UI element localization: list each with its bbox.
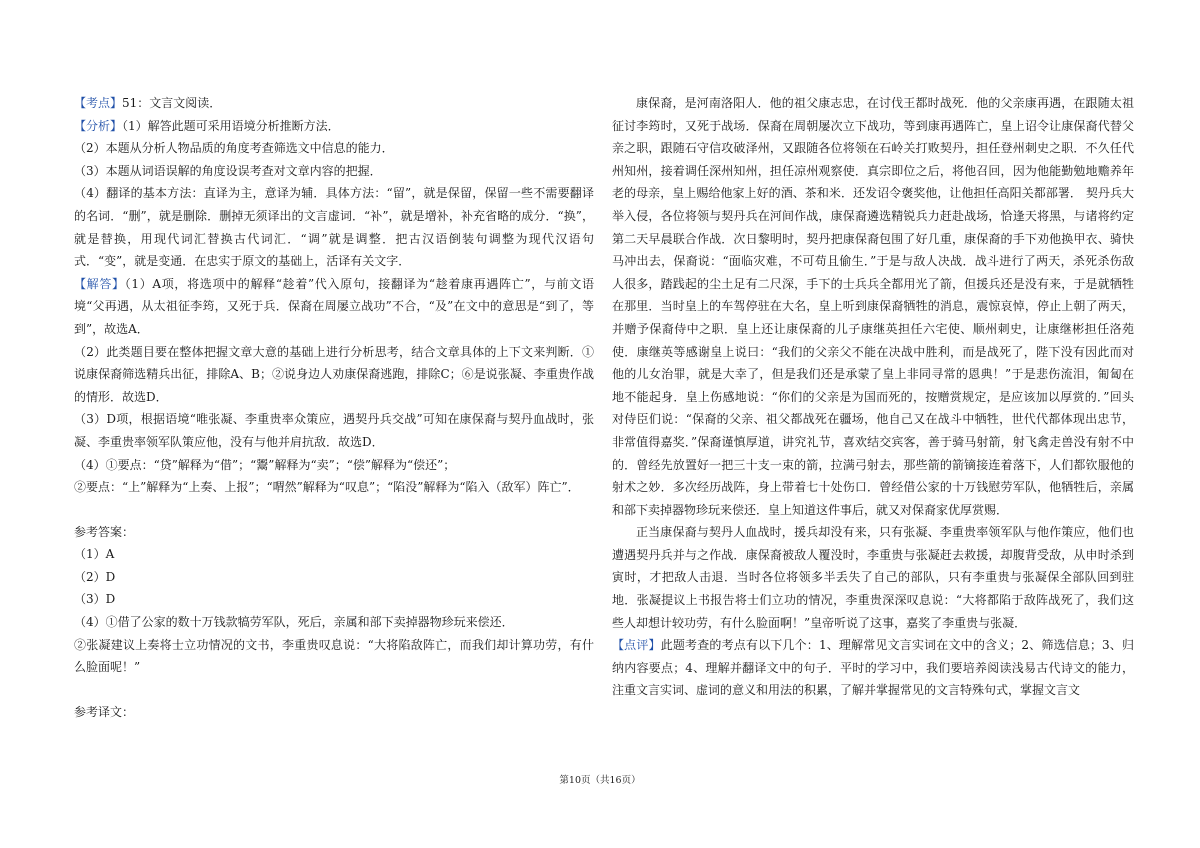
jieda-item-4b: ②要点：“上”解释为“上奏、上报”；“喟然”解释为“叹息”；“陷没”解释为“陷入（敌军）阵亡”． — [74, 480, 580, 495]
translation-title: 参考译文： — [74, 704, 135, 719]
fenxi-item-2: （2）本题从分析人物品质的角度考查筛选文中信息的能力． — [74, 141, 394, 156]
fenxi-item-3: （3）本题从词语误解的角度设误考查对文章内容的把握． — [74, 163, 382, 178]
spacer — [74, 679, 594, 701]
dianping-text: 此题考查的考点有以下几个：1、理解常见文言实词在文中的含义；2、筛选信息；3、归纳内容要点；4、理解并翻译文中的句子．平时的学习中，我们要培养阅读浅易古代诗文的能力，注重文言实词、虚词的意义和用法的积累，了解并掌握常见的文言特殊句式，掌握文言文 — [612, 638, 1134, 698]
translation-paragraph-2: 正当康保裔与契丹人血战时，援兵却没有来，只有张凝、李重贵率领军队与他作策应，他们也遭遇契丹兵并与之作战．康保裔被敌人覆没时，李重贵与张凝赶去救援，却腹背受敌，从申时杀到寅时，才把敌人击退．当时各位将领多半丢失了自己的部队，只有李重贵与张凝保全部队回到驻地．张凝提议上书报告将士们立功的情况，李重贵深深叹息说：“大将都陷于敌阵战死了，我们这些人却想计较功劳，有什么脸面啊！”皇帝听说了这事，嘉奖了李重贵与张凝． — [612, 525, 1134, 630]
dianping-tag: 【点评】 — [612, 638, 661, 653]
jieda-item-3: （3）D项，根据语境“唯张凝、李重贵率众策应，遇契丹兵交战”可知在康保裔与契丹血战时，张凝、李重贵率领军队策应他，没有与他并肩抗敌．故选D． — [74, 412, 594, 449]
jieda-tag: 【解答】 — [74, 276, 125, 291]
jieda-item-1: （1）A项，将选项中的解释“趁着”代入原句，接翻译为“趁着康再遇阵亡”，与前文语境“父再遇，从太祖征李筠，又死于兵．保裔在周屡立战功”不合，“及”在文中的意思是“到了，等到”，故选A． — [74, 276, 594, 336]
page-number-footer: 第10页（共16页） — [559, 775, 641, 786]
fenxi-item-4: （4）翻译的基本方法：直译为主，意译为辅．具体方法：“留”，就是保留，保留一些不需要翻译的名词．“删”，就是删除．删掉无须译出的文言虚词．“补”，就是增补，补充省略的成分．“换”，就是替换，用现代词汇替换古代词汇．“调”就是调整．把古汉语倒装句调整为现代汉语句式．“变”，就是变通．在忠实于原文的基础上，活译有关文字． — [74, 186, 594, 269]
dianping-paragraph — [612, 634, 1134, 702]
kaodian-paragraph — [74, 92, 594, 115]
fenxi-tag: 【分析】 — [74, 118, 123, 133]
right-column — [612, 92, 1134, 702]
translation-paragraph-1: 康保裔，是河南洛阳人．他的祖父康志忠，在讨伐王都时战死．他的父亲康再遇，在跟随太祖征讨李筠时，又死于战场．保裔在周朝屡次立下战功，等到康再遇阵亡，皇上诏令让康保裔代替父亲之职，跟随石守信攻破泽州，又跟随各位将领在石岭关打败契丹，担任登州刺史之职．不久任代州知州，接着调任深州知州，担任凉州观察使．真宗即位之后，将他召回，因为他能勤勉地赡养年老的母亲，皇上赐给他家上好的酒、茶和米．还发诏令褒奖他，让他担任高阳关都部署． 契丹兵大举入侵，各位将领与契丹兵在河间作战，康保裔遴选精锐兵力赶赴战场，恰逢天将黑，与诸将约定第二天早晨联合作战．次日黎明时，契丹把康保裔包围了好几重，康保裔的手下劝他换甲衣、骑快马冲出去，保裔说：“面临灾难，不可苟且偷生．”于是与敌人决战．战斗进行了两天，杀死杀伤敌人很多，踏践起的尘土足有二尺深，手下的士兵兵全都用光了箭，但援兵还是没有来，于是就牺牲在那里．当时皇上的车驾停驻在大名，皇上听到康保裔牺牲的消息，震惊哀悼，停止上朝了两天，并赠予保裔侍中之职．皇上还让康保裔的儿子康继英担任六宅使、顺州刺史，让康继彬担任洛苑使．康继英等感谢皇上说曰：“我们的父亲父不能在决战中胜利，而是战死了，陛下没有因此而对他的儿女治罪，就是大幸了，但是我们还是承蒙了皇上非同寻常的恩典！”于是悲伤流泪，匍匐在地不能起身．皇上伤感地说：“你们的父亲是为国而死的，按赠赏规定，是应该加以厚赏的．”回头对侍臣们说：“保裔的父亲、祖父都战死在疆场，他自己又在战斗中牺牲，世代代都体现出忠节，非常值得嘉奖．”保裔谨慎厚道，讲究礼节，喜欢结交宾客，善于骑马射箭，射飞禽走兽没有射不中的．曾经先放置好一把三十支一束的箭，拉满弓射去，那些箭的箭镝接连着落下，人们都钦服他的射术之妙．多次经历战阵，身上带着七十处伤口．曾经借公家的十万钱慰劳军队，他牺牲后，亲属和部下卖掉器物珍玩来偿还．皇上知道这件事后，就又对保裔家优厚赏赐． — [612, 96, 1134, 517]
answer-2: （2）D — [74, 569, 116, 584]
jieda-paragraph — [74, 273, 594, 341]
spacer — [74, 499, 594, 521]
fenxi-paragraph — [74, 115, 594, 138]
jieda-item-4a: （4）①要点：“贷”解释为“借”；“鬻”解释为“卖”；“偿”解释为“偿还”； — [74, 457, 456, 472]
answer-4b: ②张凝建议上奏将士立功情况的文书，李重贵叹息说：“大将陷敌阵亡，而我们却计算功劳，有什么脸面呢！” — [74, 637, 594, 675]
fenxi-item-1: （1）解答此题可采用语境分析推断方法． — [122, 118, 340, 133]
left-column — [74, 92, 594, 723]
kaodian-tag: 【考点】 — [74, 96, 123, 110]
answer-title: 参考答案： — [74, 524, 135, 539]
kaodian-text: 51：文言文阅读． — [122, 96, 222, 110]
answer-3: （3）D — [74, 592, 116, 607]
answer-1: （1）A — [74, 547, 115, 562]
answer-4a: （4）①借了公家的数十万钱款犒劳军队，死后，亲属和部下卖掉器物珍玩来偿还． — [74, 615, 514, 630]
jieda-item-2: （2）此类题目要在整体把握文章大意的基础上进行分析思考，结合文章具体的上下文来判断．①说康保裔筛选精兵出征，排除A、B；②说身边人劝康保裔逃跑，排除C；⑥是说张凝、李重贵作战的情形．故选D． — [74, 344, 594, 404]
